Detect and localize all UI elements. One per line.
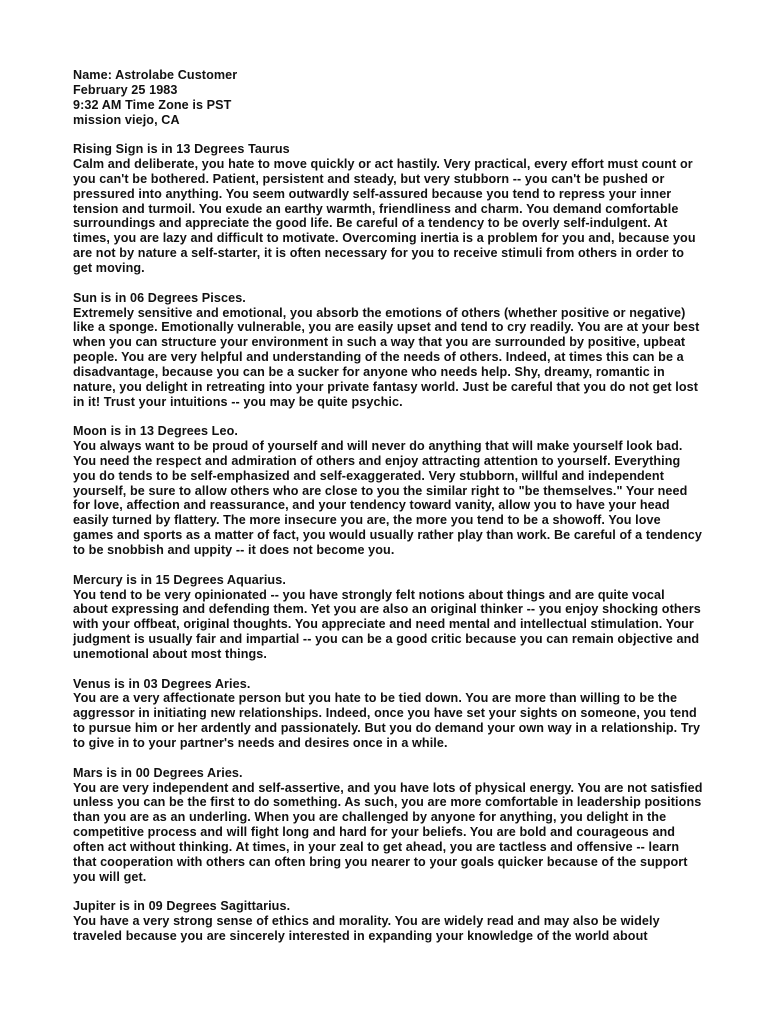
customer-name: Name: Astrolabe Customer — [73, 68, 238, 82]
section-body: Extremely sensitive and emotional, you absorb the emotions of others (whether positive or negative) like a sponge. Emotionally vulnerable, you are easily upset and tend to cry readily. You are at your best when you can structure your environment in such a way that you are surrounded by positive, upbeat people. You are very helpful and understanding of the needs of others. Indeed, at times this can be a disadvantage, because you can be a sucker for anyone who needs help. Shy, dreamy, romantic in nature, you delight in retreating into your private fantasy world. Just be careful that you do not get lost in it! Trust your intuitions -- you may be quite psychic. — [73, 305, 700, 409]
section-rising-sign — [73, 142, 703, 276]
section-title: Mercury is in 15 Degrees Aquarius. — [73, 572, 286, 587]
section-body: Calm and deliberate, you hate to move quickly or act hastily. Very practical, every effort must count or you can't be bothered. Patient, persistent and steady, but very stubborn -- you can't be pushed or pressured into anything. You seem outwardly self-assured because you tend to repress your inner tension and turmoil. You exude an earthy warmth, friendliness and charm. You demand comfortable surroundings and appreciate the good life. Be careful of a tendency to be overly self-indulgent. At times, you are lazy and difficult to motivate. Overcoming inertia is a problem for you and, because you are not by nature a self-starter, it is often necessary for you to receive stimuli from others in order to get moving. — [73, 157, 696, 275]
section-body: You have a very strong sense of ethics and morality. You are widely read and may also be widely traveled because you are sincerely interested in expanding your knowledge of the world about — [73, 914, 660, 943]
birth-time: 9:32 AM Time Zone is PST — [73, 97, 232, 112]
section-title: Mars is in 00 Degrees Aries. — [73, 765, 243, 780]
section-title: Sun is in 06 Degrees Pisces. — [73, 290, 246, 305]
section-venus — [73, 677, 703, 751]
document-content — [73, 68, 703, 959]
section-title: Rising Sign is in 13 Degrees Taurus — [73, 142, 290, 157]
section-jupiter — [73, 899, 703, 944]
section-title: Moon is in 13 Degrees Leo. — [73, 424, 238, 439]
section-mars — [73, 766, 703, 885]
section-body: You are very independent and self-assertive, and you have lots of physical energy. You are not satisfied unless you can be the first to do something. As such, you are more comfortable in leadership positions than you are as an underling. When you are challenged by anyone for anything, you delight in the competitive process and will fight long and hard for your beliefs. You are bold and courageous and often act without thinking. At times, in your zeal to get ahead, you are tactless and offensive -- learn that cooperation with others can often bring you nearer to your goals quicker because of the support you will get. — [73, 780, 703, 884]
section-mercury — [73, 573, 703, 662]
section-moon — [73, 424, 703, 558]
customer-info-block — [73, 68, 703, 127]
section-body: You are a very affectionate person but you hate to be tied down. You are more than willing to be the aggressor in initiating new relationships. Indeed, once you have set your sights on someone, you tend to pursue him or her ardently and passionately. But you do demand your own way in a relationship. Try to give in to your partner's needs and desires once in a while. — [73, 691, 701, 750]
section-sun — [73, 291, 703, 410]
section-title: Venus is in 03 Degrees Aries. — [73, 676, 251, 691]
birth-place: mission viejo, CA — [73, 112, 180, 127]
birth-date: February 25 1983 — [73, 82, 178, 97]
section-body: You tend to be very opinionated -- you have strongly felt notions about things and are quite vocal about expressing and defending them. Yet you are also an original thinker -- you enjoy shocking others with your offbeat, original thoughts. You appreciate and need mental and intellectual stimulation. Your judgment is usually fair and impartial -- you can be a good critic because you can remain objective and unemotional about most things. — [73, 587, 701, 661]
section-body: You always want to be proud of yourself and will never do anything that will make yourself look bad. You need the respect and admiration of others and enjoy attracting attention to yourself. Everything you do tends to be self-emphasized and self-exaggerated. Very stubborn, willful and independent yourself, be sure to allow others who are close to you the similar right to "be themselves." Your need for love, affection and reassurance, and your tendency toward vanity, allow you to have your head easily turned by flattery. The more insecure you are, the more you tend to be a showoff. You love games and sports as a matter of fact, you would usually rather play than work. Be careful of a tendency to be snobbish and uppity -- it does not become you. — [73, 439, 702, 557]
section-title: Jupiter is in 09 Degrees Sagittarius. — [73, 899, 291, 914]
